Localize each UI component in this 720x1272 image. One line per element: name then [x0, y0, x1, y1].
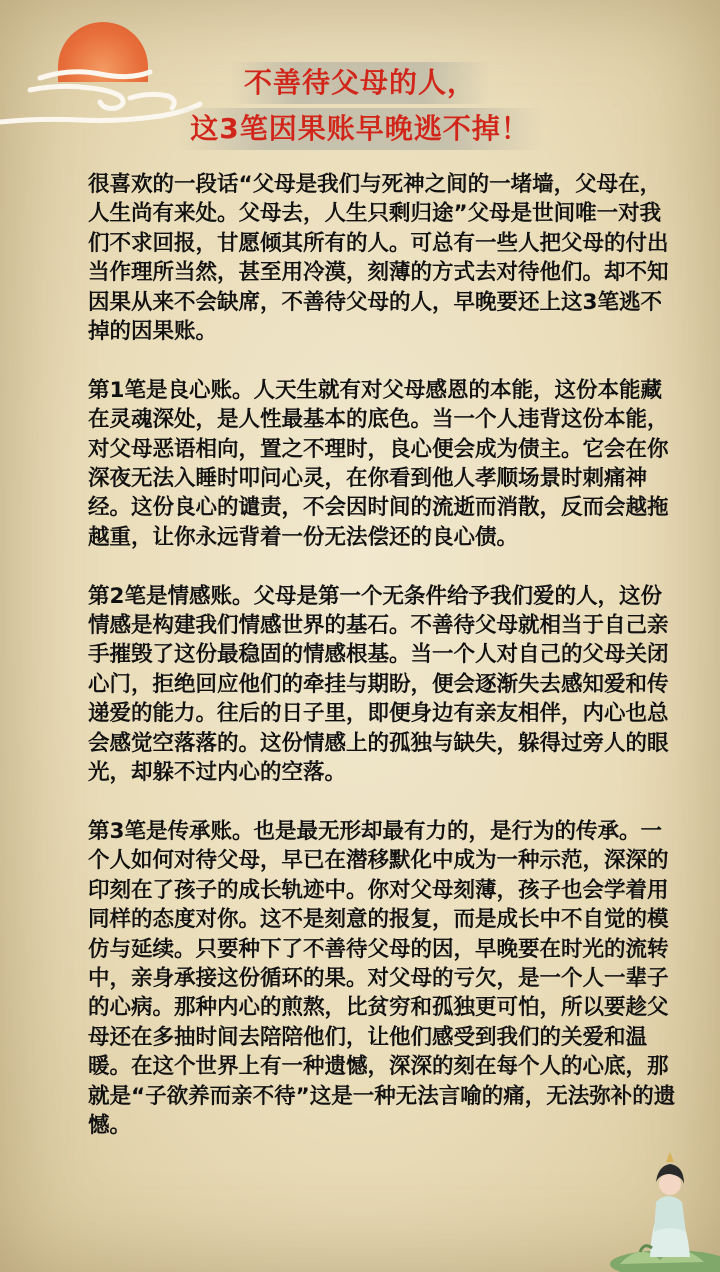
title-line-1: 不善待父母的人，: [230, 62, 490, 104]
paragraph-conscience-debt: 第1笔是良心账。人天生就有对父母感恩的本能，这份本能藏在灵魂深处，是人性最基本的底色。当一个人违背这份本能，对父母恶语相向，置之不理时，良心便会成为债主。它会在你深夜无法入睡时叩问心灵，在你看到他人孝顺场景时刺痛神经。这份良心的谴责，不会因时间的流逝而消散，反而会越拖越重，让你永远背着一份无法偿还的良心债。: [88, 377, 669, 550]
guanyin-figure-icon: [600, 1132, 720, 1272]
paragraph-emotional-debt: 第2笔是情感账。父母是第一个无条件给予我们爱的人，这份情感是构建我们情感世界的基石。不善待父母就相当于自己亲手摧毁了这份最稳固的情感根基。当一个人对自己的父母关闭心门，拒绝回应他们的牵挂与期盼，便会逐渐失去感知爱和传递爱的能力。往后的日子里，即便身边有亲友相伴，内心也总会感觉空落落的。这份情感上的孤独与缺失，躲得过旁人的眼光，却躲不过内心的空落。: [88, 583, 669, 786]
article-body: [88, 170, 682, 1170]
paragraph-inheritance-debt: 第3笔是传承账。也是最无形却最有力的，是行为的传承。一个人如何对待父母，早已在潜移默化中成为一种示范，深深的印刻在了孩子的成长轨迹中。你对父母刻薄，孩子也会学着用同样的态度对你。这不是刻意的报复，而是成长中不自觉的模仿与延续。只要种下了不善待父母的因，早晚要在时光的流转中，亲身承接这份循环的果。对父母的亏欠，是一个人一辈子的心病。那种内心的煎熬，比贫穷和孤独更可怕，所以要趁父母还在多抽时间去陪陪他们，让他们感受到我们的关爱和温暖。在这个世界上有一种遗憾，深深的刻在每个人的心底，那就是“子欲养而亲不待”这是一种无法言喻的痛，无法弥补的遗憾。: [88, 818, 676, 1138]
title-banner: [160, 62, 560, 150]
title-line-2: 这3笔因果账早晚逃不掉！: [176, 108, 543, 150]
paragraph-intro: 很喜欢的一段话“父母是我们与死神之间的一堵墙，父母在，人生尚有来处。父母去，人生只剩归途”父母是世间唯一对我们不求回报，甘愿倾其所有的人。可总有一些人把父母的付出当作理所当然，甚至用冷漠，刻薄的方式去对待他们。却不知因果从来不会缺席，不善待父母的人，早晚要还上这3笔逃不掉的因果账。: [88, 172, 669, 345]
